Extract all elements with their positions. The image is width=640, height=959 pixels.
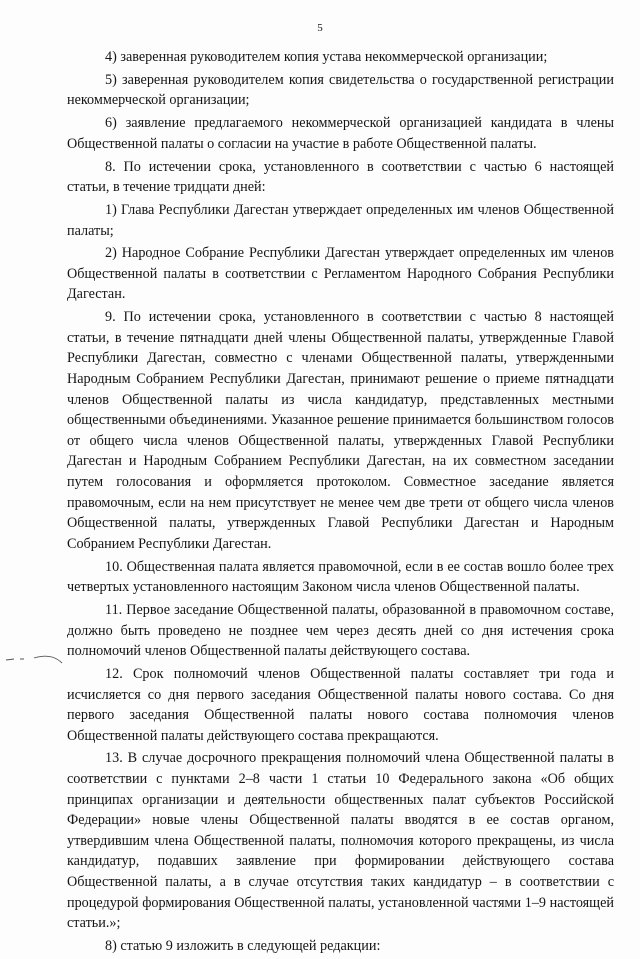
page-number: 5: [317, 22, 323, 34]
document-body: [67, 47, 614, 959]
list-item-5: 5) заверенная руководителем копия свидетельства о государственной регистрации некоммерческой организации;: [67, 71, 614, 109]
clause-10: 10. Общественная палата является правомочной, если в ее состав вошло более трех четвертых установленного настоящим Законом числа членов Общественной палаты.: [67, 558, 614, 596]
clause-9: 9. По истечении срока, установленного в соответствии с частью 8 настоящей статьи, в течение пятнадцати дней члены Общественной палаты, утвержденные Главой Республики Дагестан, совместно с членами Общественной палаты, утвержденными Народным Собранием Республики Дагестан, принимают решение о приеме пятнадцати членов Общественной палаты из числа кандидатур, представленных местными общественными объединениями. Указанное решение принимается большинством голосов от общего числа членов Общественной палаты, утвержденных Главой Республики Дагестан и Народным Собранием Республики Дагестан, на их совместном заседании путем голосования и оформляется протоколом. Совместное заседание является правомочным, если на нем присутствует не менее чем две трети от общего числа членов Общественной палаты, утвержденных Главой Республики Дагестан и Народным Собранием Республики Дагестан.: [67, 309, 614, 552]
clause-8-item-2: 2) Народное Собрание Республики Дагестан утверждает определенных им членов Общественной палаты в соответствии с Регламентом Народного Собрания Республики Дагестан.: [67, 245, 614, 303]
clause-12: 12. Срок полномочий членов Общественной палаты составляет три года и исчисляется со дня первого заседания Общественной палаты нового состава. Со дня первого заседания Общественной палаты нового состава полномочия членов Общественной палаты действующего состава прекращаются.: [67, 665, 614, 744]
list-item-6: 6) заявление предлагаемого некоммерческой организацией кандидата в члены Общественной палаты о согласии на участие в работе Общественной палаты.: [67, 115, 614, 152]
clause-8: 8. По истечении срока, установленного в соответствии с частью 6 настоящей статьи, в течение тридцати дней:: [67, 158, 614, 196]
margin-pen-mark: [4, 651, 68, 671]
clause-8-item-1: 1) Глава Республики Дагестан утверждает определенных им членов Общественной палаты;: [67, 201, 614, 239]
clause-13: 13. В случае досрочного прекращения полномочий члена Общественной палаты в соответствии с пунктами 2–8 части 1 статьи 10 Федерального закона «Об общих принципах организации и деятельности общественных палат субъектов Российской Федерации» новые члены Общественной палаты вводятся в ее состав органом, утвердившим члена Общественной палаты, полномочия которого прекращены, из числа кандидатур, подавших заявление при формировании действующего состава Общественной палаты, а в случае отсутствия таких кандидатур – в соответствии с процедурой формирования Общественной палаты, установленной частями 1–9 настоящей статьи.»;: [67, 750, 614, 932]
amendment-item-8: 8) статью 9 изложить в следующей редакции:: [105, 938, 381, 954]
clause-11: 11. Первое заседание Общественной палаты, образованной в правомочном составе, должно быть проведено не позднее чем через десять дней со дня истечения срока полномочий членов Общественной палаты действующего состава.: [67, 601, 614, 660]
list-item-4: 4) заверенная руководителем копия устава некоммерческой организации;: [105, 49, 548, 65]
